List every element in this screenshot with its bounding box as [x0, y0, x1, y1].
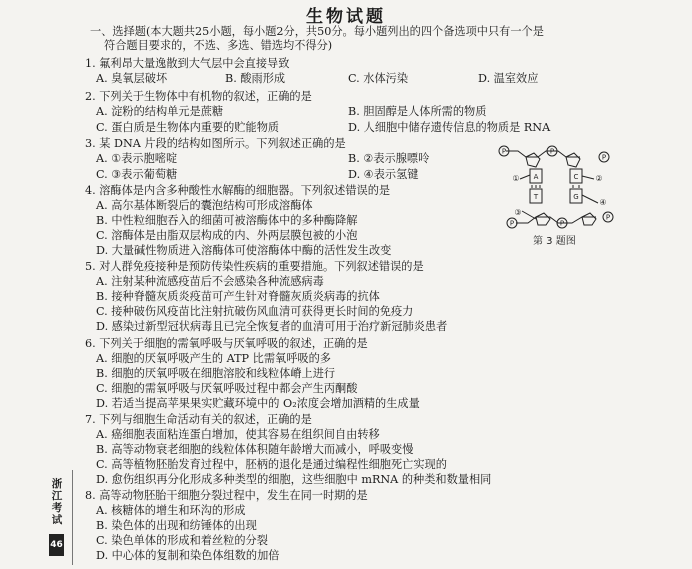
section-heading-line2: 符合题目要求的，不选、多选、错选均不得分)	[104, 39, 333, 52]
q1-option-d: D. 温室效应	[478, 72, 539, 85]
q8-option-d: D. 中心体的复制和染色体组数的加倍	[96, 549, 280, 562]
question-5: 5. 对人群免疫接种是预防传染性疾病的重要措施。下列叙述错误的是	[85, 260, 424, 273]
phosphate-label: P	[605, 213, 611, 222]
q8-option-b: B. 染色体的出现和纺锤体的出现	[96, 519, 257, 532]
q5-option-d: D. 感染过新型冠状病毒且已完全恢复者的血清可用于治疗新冠肺炎患者	[96, 320, 448, 333]
q3-option-b: B. ②表示腺嘌呤	[348, 152, 430, 165]
question-1: 1. 氟利昂大量逸散到大气层中会直接导致	[85, 57, 290, 70]
q7-option-a: A. 癌细胞表面粘连蛋白增加，使其容易在组织间自由转移	[96, 428, 380, 441]
q2-option-c: C. 蛋白质是生物体内重要的贮能物质	[96, 121, 280, 134]
sugar-pentagon	[526, 153, 540, 167]
q3-option-c: C. ③表示葡萄糖	[96, 168, 178, 181]
margin-divider	[72, 470, 73, 565]
q7-option-d: D. 愈伤组织再分化形成多种类型的细胞，这些细胞中 mRNA 的种类和数量相同	[96, 473, 492, 486]
q1-option-a: A. 臭氧层破坏	[96, 72, 168, 85]
label-pointer	[582, 195, 598, 203]
sugar-pentagon	[566, 153, 580, 167]
phosphate-label: P	[549, 147, 555, 156]
phosphate-label: P	[559, 219, 565, 228]
section-heading-line1: 一、选择题(本大题共25小题，每小题2分，共50分。每小题列出的四个备选项中只有一个是	[90, 25, 544, 38]
label-pointer	[520, 175, 530, 179]
dna-structure-diagram	[496, 143, 626, 235]
exam-side-label: 浙江考试	[51, 478, 63, 526]
phosphate-label: P	[501, 147, 507, 156]
q2-option-a: A. 淀粉的结构单元是蔗糖	[96, 105, 224, 118]
q3-option-a: A. ①表示胞嘧啶	[96, 152, 178, 165]
q6-option-a: A. 细胞的厌氧呼吸产生的 ATP 比需氧呼吸的多	[96, 352, 331, 365]
figure-caption: 第 3 题图	[533, 236, 576, 247]
base-label-g: G	[573, 193, 579, 201]
base-label-c: C	[573, 173, 579, 181]
q2-option-b: B. 胆固醇是人体所需的物质	[348, 105, 487, 118]
marker-1: ①	[512, 174, 520, 183]
page-number: 46	[49, 534, 64, 556]
marker-4: ④	[599, 198, 607, 207]
q5-option-a: A. 注射某种流感疫苗后不会感染各种流感病毒	[96, 275, 324, 288]
label-pointer	[522, 211, 536, 219]
q1-option-c: C. 水体污染	[348, 72, 409, 85]
q5-option-c: C. 接种破伤风疫苗比注射抗破伤风血清可获得更长时间的免疫力	[96, 305, 414, 318]
lower-backbone	[516, 217, 596, 223]
sugar-pentagon	[582, 213, 596, 225]
question-7: 7. 下列与细胞生命活动有关的叙述，正确的是	[85, 413, 312, 426]
q1-option-b: B. 酸雨形成	[225, 72, 286, 85]
sugar-pentagon	[536, 213, 550, 225]
q8-option-c: C. 染色单体的形成和着丝粒的分裂	[96, 534, 268, 547]
q4-option-b: B. 中性粒细胞吞入的细菌可被溶酶体中的多种酶降解	[96, 214, 358, 227]
q4-option-a: A. 高尔基体断裂后的囊泡结构可形成溶酶体	[96, 199, 313, 212]
q8-option-a: A. 核糖体的增生和环沟的形成	[96, 504, 246, 517]
section-heading	[90, 25, 670, 53]
q4-option-d: D. 大量碱性物质进入溶酶体可使溶酶体中酶的活性发生改变	[96, 244, 392, 257]
question-3: 3. 某 DNA 片段的结构如图所示。下列叙述正确的是	[85, 137, 346, 150]
q2-option-d: D. 人细胞中储存遗传信息的物质是 RNA	[348, 121, 551, 134]
q5-option-b: B. 接种脊髓灰质炎疫苗可产生针对脊髓灰质炎病毒的抗体	[96, 290, 380, 303]
page-title: 生物试题	[306, 7, 386, 27]
q4-option-c: C. 溶酶体是由脂双层构成的内、外两层膜包被的小泡	[96, 229, 358, 242]
question-8: 8. 高等动物胚胎干细胞分裂过程中，发生在同一时期的是	[85, 489, 368, 502]
marker-2: ②	[595, 174, 603, 183]
q3-option-d: D. ④表示氢键	[348, 168, 419, 181]
question-4: 4. 溶酶体是内含多种酸性水解酶的细胞器。下列叙述错误的是	[85, 184, 391, 197]
q6-option-c: C. 细胞的需氧呼吸与厌氧呼吸过程中都会产生丙酮酸	[96, 382, 358, 395]
q7-option-c: C. 高等植物胚胎发育过程中，胚柄的退化是通过编程性细胞死亡实现的	[96, 458, 447, 471]
q7-option-b: B. 高等动物衰老细胞的线粒体体积随年龄增大而减小，呼吸变慢	[96, 443, 414, 456]
label-pointer	[582, 176, 594, 179]
question-2: 2. 下列关于生物体中有机物的叙述，正确的是	[85, 90, 312, 103]
q6-option-b: B. 细胞的厌氧呼吸在细胞溶胶和线粒体嵴上进行	[96, 367, 336, 380]
base-label-a: A	[533, 173, 539, 181]
phosphate-label: P	[509, 219, 515, 228]
q6-option-d: D. 若适当提高苹果果实贮藏环境中的 O₂浓度会增加酒精的生成量	[96, 397, 420, 410]
marker-3: ③	[514, 208, 522, 217]
question-6: 6. 下列关于细胞的需氧呼吸与厌氧呼吸的叙述，正确的是	[85, 337, 368, 350]
phosphate-label: P	[601, 153, 607, 162]
base-label-t: T	[533, 193, 539, 201]
